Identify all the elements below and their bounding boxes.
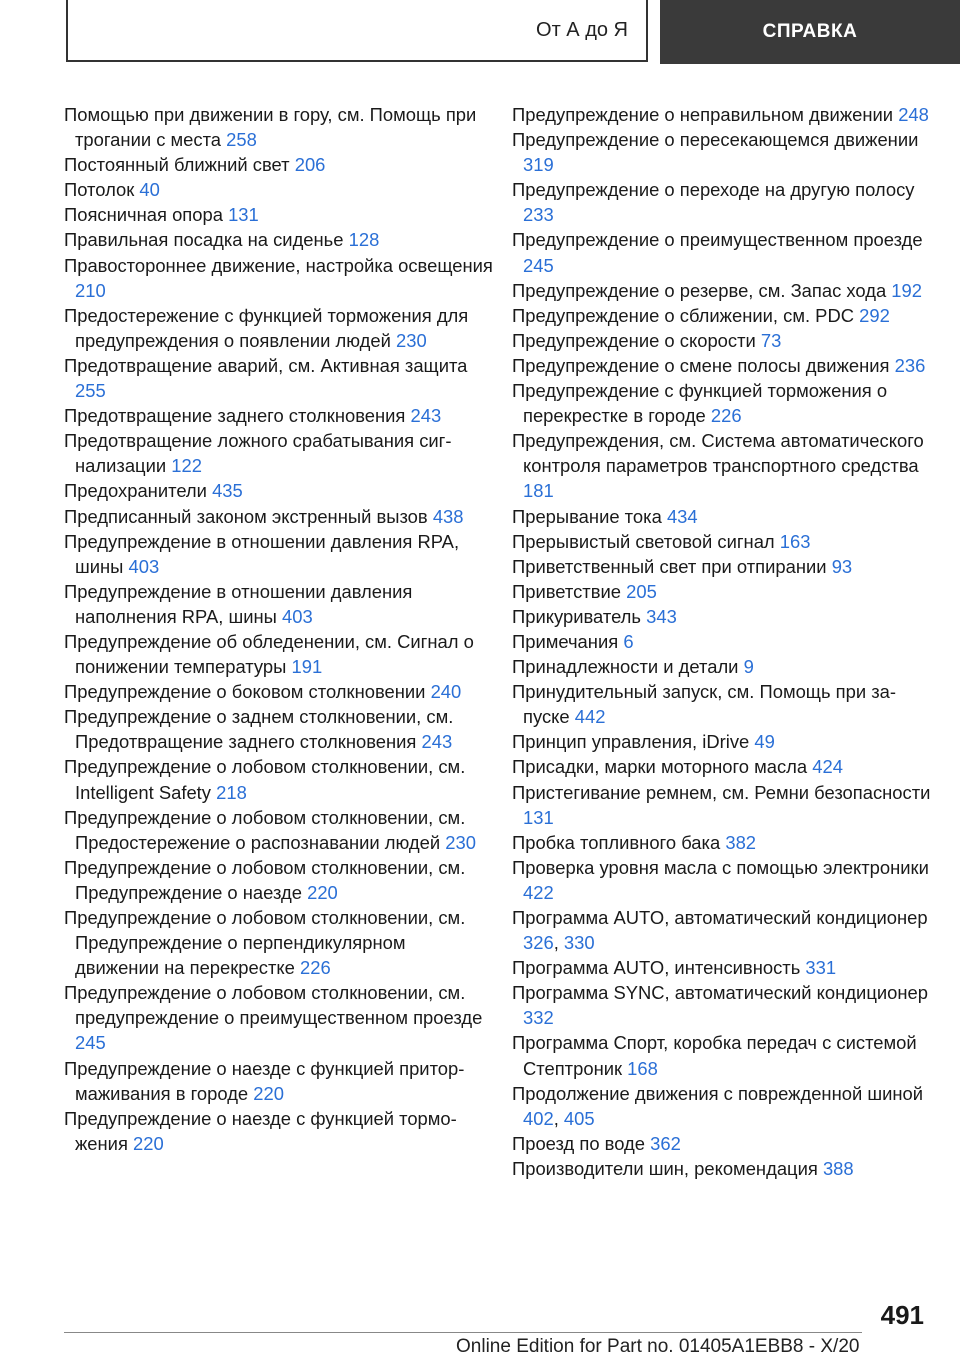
index-entry [64, 529, 494, 579]
page-reference-link[interactable]: 442 [574, 706, 606, 728]
index-entry-term: Предупреждение в отношении давления наполнения RPA, шины [64, 580, 413, 627]
index-entry-term: Присадки, марки моторного масла [512, 756, 808, 778]
index-entry [512, 303, 932, 328]
page-reference-link[interactable]: 226 [710, 405, 742, 427]
page-reference-link[interactable]: 382 [725, 831, 757, 853]
index-entry-term: Предохранители [64, 480, 207, 502]
index-entry-term: Предотвращение аварий, см. Активная защита [64, 354, 468, 376]
index-entry [512, 554, 932, 579]
index-entry-term: Предупреждение о неправильном движении [512, 104, 894, 125]
index-entry [512, 780, 932, 830]
page-reference-link[interactable]: 362 [650, 1132, 681, 1154]
index-entry [512, 177, 932, 227]
page-reference-link[interactable]: 236 [894, 354, 926, 376]
index-entry-term: Проверка уровня масла с помощью электроники [512, 856, 929, 878]
index-entry [64, 152, 494, 177]
index-entry-term: Программа Спорт, коробка передач с системой Стептроник [512, 1032, 917, 1079]
index-entry-term: Предостережение с функцией торможения для предупреждения о появлении людей [64, 304, 469, 351]
index-entry-term: Предупреждение о лобовом столкновении, см. Предостережение о распознавании людей [64, 806, 466, 853]
page-reference-link[interactable]: 438 [432, 505, 464, 527]
index-entry-term: Предупреждение о резерве, см. Запас хода [512, 279, 887, 301]
page-reference-link[interactable]: 205 [626, 580, 657, 602]
index-entry-term: Правильная посадка на сиденье [64, 229, 344, 251]
index-entry [512, 754, 932, 779]
page-reference-link[interactable]: 122 [171, 455, 202, 477]
index-entry [512, 328, 932, 353]
index-entry-term: Предупреждение в отношении давления RPA, шины [64, 530, 460, 577]
page-reference-link[interactable]: 248 [898, 104, 929, 125]
page-reference-link[interactable]: 192 [891, 279, 922, 301]
page-reference-link[interactable]: 258 [226, 129, 257, 151]
page-reference-link[interactable]: 93 [831, 555, 853, 577]
index-entry-term: Прикуриватель [512, 605, 641, 627]
page-reference-link[interactable]: 319 [523, 154, 554, 176]
index-entry-term: Принадлежности и детали [512, 656, 739, 678]
index-entry [64, 980, 494, 1055]
page-reference-link[interactable]: 210 [75, 279, 106, 301]
index-entry-term: Предупреждение о преимущественном проезде [512, 229, 923, 251]
index-entry [512, 604, 932, 629]
index-entry-term: Предупреждение о лобовом столкновении, см. Предупреждение о наезде [64, 856, 466, 903]
page-reference-link[interactable]: 49 [754, 731, 775, 753]
index-entry [512, 980, 932, 1030]
index-entry [512, 278, 932, 303]
index-entry [64, 353, 494, 403]
index-entry-term: Прерывистый световой сигнал [512, 530, 775, 552]
index-entry-term: Предотвращение ложного срабатывания сигнализации [64, 430, 452, 477]
index-entry [512, 955, 932, 980]
page-reference-link[interactable]: 255 [75, 380, 106, 402]
page-reference-link[interactable]: 434 [666, 505, 698, 527]
index-entry: Продолжение движения с поврежденной шиной 402, 405 [512, 1082, 924, 1129]
index-entry [512, 629, 932, 654]
index-entry-term: Продолжение движения с поврежденной шиной [512, 1082, 924, 1104]
index-entry [512, 353, 932, 378]
page-reference-link[interactable]: 326 [523, 932, 554, 954]
index-entry [64, 629, 494, 679]
index-entry-term: Предупреждение с функцией торможения о перекрестке в городе [512, 380, 888, 427]
page-reference-link[interactable]: 181 [523, 480, 554, 502]
page-number: 491 [880, 1300, 924, 1330]
index-entry-term: Предупреждение о заднем столкновении, см. Предотвращение заднего столкновения [64, 706, 454, 753]
index-entry-term: Проезд по воде [512, 1132, 646, 1154]
page-reference-link[interactable]: 191 [291, 656, 323, 678]
page-reference-link[interactable]: 331 [805, 957, 837, 979]
index-entry [64, 905, 494, 980]
index-entry [64, 202, 494, 227]
page-reference-link[interactable]: 243 [421, 731, 453, 753]
index-entry-term: Правостороннее движение, настройка освещения [64, 254, 493, 276]
index-entry [64, 855, 494, 905]
page-reference-link[interactable]: 220 [133, 1132, 164, 1154]
page-reference-link[interactable]: 128 [348, 229, 380, 251]
page-reference-link[interactable]: 403 [281, 605, 313, 627]
index-entry-term: Предупреждение о боковом столкновении [64, 681, 426, 703]
page-reference-link[interactable]: 245 [523, 254, 554, 276]
page-reference-link[interactable]: 424 [812, 756, 843, 778]
page-reference-link[interactable]: 40 [139, 179, 160, 201]
index-entry [512, 127, 932, 177]
tab-reference[interactable] [660, 0, 960, 64]
tab-reference-label: СПРАВКА [762, 21, 858, 42]
index-entry [512, 855, 932, 905]
page-reference-link[interactable]: 230 [445, 831, 476, 853]
page-reference-link[interactable]: 422 [523, 881, 554, 903]
index-entry-term: Производители шин, рекомендация [512, 1157, 818, 1179]
index-entry [64, 428, 494, 478]
index-entry [64, 754, 494, 804]
index-entry: Программа AUTO, автоматический кондиционер 326, 330 [512, 907, 928, 954]
index-entry [64, 704, 494, 754]
page-reference-link[interactable]: 332 [523, 1007, 554, 1029]
index-entry-term: Программа AUTO, автоматический кондиционер [512, 907, 928, 928]
index-entry-term: Поясничная опора [64, 204, 223, 226]
index-entry [64, 177, 494, 202]
page-reference-link[interactable]: 168 [627, 1057, 658, 1079]
page-reference-link[interactable]: 206 [294, 154, 326, 176]
index-entry [512, 529, 932, 554]
page-reference-link[interactable]: 405 [563, 1107, 595, 1129]
index-entry-term: Принцип управления, iDrive [512, 731, 750, 753]
index-entry-term: Предупреждение о пересекающемся движении [512, 129, 919, 151]
index-entry-term: Программа AUTO, интенсивность [512, 957, 801, 979]
index-entry-term: Предупреждение о смене полосы движения [512, 354, 890, 376]
index-entry-term: Постоянный ближний свет [64, 154, 290, 176]
index-entry-term: Принудительный запуск, см. Помощь при запуске [512, 681, 896, 728]
index-entry [64, 679, 494, 704]
index-entry-term: Прерывание тока [512, 505, 662, 527]
index-entry [512, 729, 932, 754]
section-tab[interactable] [66, 0, 648, 62]
page-reference-link[interactable]: 6 [623, 630, 634, 652]
index-entry-term: Предупреждение о лобовом столкновении, см. Предупреждение о перпендикулярном движении на перекрестке [64, 907, 466, 979]
index-entry-term: Приветствие [512, 580, 622, 602]
index-entry-term: Предупреждение об обледенении, см. Сигнал о понижении температуры [64, 630, 474, 678]
index-entry [512, 579, 932, 604]
page-reference-link[interactable]: 131 [523, 806, 554, 828]
page-reference-link[interactable]: 435 [212, 480, 243, 502]
page-reference-link[interactable]: 163 [779, 530, 811, 552]
index-entry [512, 654, 932, 679]
index-entry-term: Приветственный свет при отпирании [512, 555, 827, 577]
index-entry [64, 253, 494, 303]
index-entry [512, 830, 932, 855]
index-entry-term: Предупреждение о наезде с функцией притормаживания в городе [64, 1057, 465, 1104]
page-reference-link[interactable]: 240 [430, 681, 462, 703]
index-entry [64, 227, 494, 252]
page-reference-link[interactable]: 73 [760, 329, 782, 351]
page-reference-link[interactable]: 388 [822, 1157, 854, 1179]
index-entry [64, 805, 494, 855]
index-entry-term: Предупреждение о переходе на другую полосу [512, 179, 915, 201]
page-reference-link[interactable]: 226 [299, 957, 331, 979]
index-column-right [512, 102, 932, 1181]
index-entry [64, 579, 494, 629]
index-entry-term: Предписанный законом экстренный вызов [64, 505, 428, 527]
index-entry-term: Пристегивание ремнем, см. Ремни безопасности [512, 781, 931, 803]
page-header [0, 0, 960, 64]
index-entry [512, 428, 932, 503]
index-entry-term: Предупреждение о наезде с функцией торможения [64, 1107, 457, 1154]
page-reference-link[interactable]: 403 [128, 555, 160, 577]
index-entry-term: Предотвращение заднего столкновения [64, 405, 406, 427]
index-entry-term: Помощью при движении в гору, см. Помощь при трогании с места [64, 104, 477, 151]
footer-edition: Online Edition for Part no. 01405A1EBB8 - X/20 [456, 1336, 860, 1357]
index-entry [512, 504, 932, 529]
page-reference-link[interactable]: 9 [743, 656, 754, 678]
index-entry [512, 227, 932, 277]
index-entry [64, 1106, 494, 1156]
index-entry-term: Программа SYNC, автоматический кондиционер [512, 982, 928, 1004]
footer-divider [64, 1332, 862, 1333]
page-reference-link[interactable]: 330 [563, 932, 595, 954]
index-entry [512, 1030, 932, 1080]
index-entry [64, 478, 494, 503]
index-entry [64, 102, 494, 152]
index-entry [512, 1156, 932, 1181]
page-reference-link[interactable]: 230 [395, 329, 427, 351]
page-reference-link[interactable]: 233 [523, 204, 554, 226]
index-entry [512, 1131, 932, 1156]
index-column-left [64, 102, 494, 1156]
index-entry [64, 303, 494, 353]
index-entry-term: Предупреждение о лобовом столкновении, см. предупреждение о преимущественном проезде [64, 982, 483, 1029]
index-entry-term: Потолок [64, 179, 135, 201]
page-reference-link[interactable]: 292 [859, 304, 890, 326]
index-entry-term: Пробка топливного бака [512, 831, 721, 853]
index-entry [64, 504, 494, 529]
page-reference-link[interactable]: 243 [410, 405, 442, 427]
page-reference-link[interactable]: 402 [523, 1107, 554, 1129]
index-entry [64, 1056, 494, 1106]
page-reference-link[interactable]: 220 [253, 1082, 284, 1104]
index-entry [512, 679, 932, 729]
page-reference-link[interactable]: 131 [228, 204, 259, 226]
page-reference-link[interactable]: 220 [307, 881, 338, 903]
page-reference-link[interactable]: 343 [646, 605, 677, 627]
index-entry-term: Предупреждения, см. Система автоматического контроля параметров транспортного средства [512, 430, 924, 477]
index-entry-term: Предупреждение о лобовом столкновении, см. Intelligent Safety [64, 756, 466, 803]
index-entry-term: Примечания [512, 630, 619, 652]
section-label: От А до Я [536, 18, 628, 41]
page-reference-link[interactable]: 218 [216, 781, 247, 803]
page-reference-link[interactable]: 245 [75, 1032, 106, 1054]
index-entry-term: Предупреждение о сближении, см. PDC [512, 304, 855, 326]
index-entry [512, 102, 932, 127]
index-entry [64, 403, 494, 428]
index-entry [512, 378, 932, 428]
index-entry-term: Предупреждение о скорости [512, 329, 756, 351]
